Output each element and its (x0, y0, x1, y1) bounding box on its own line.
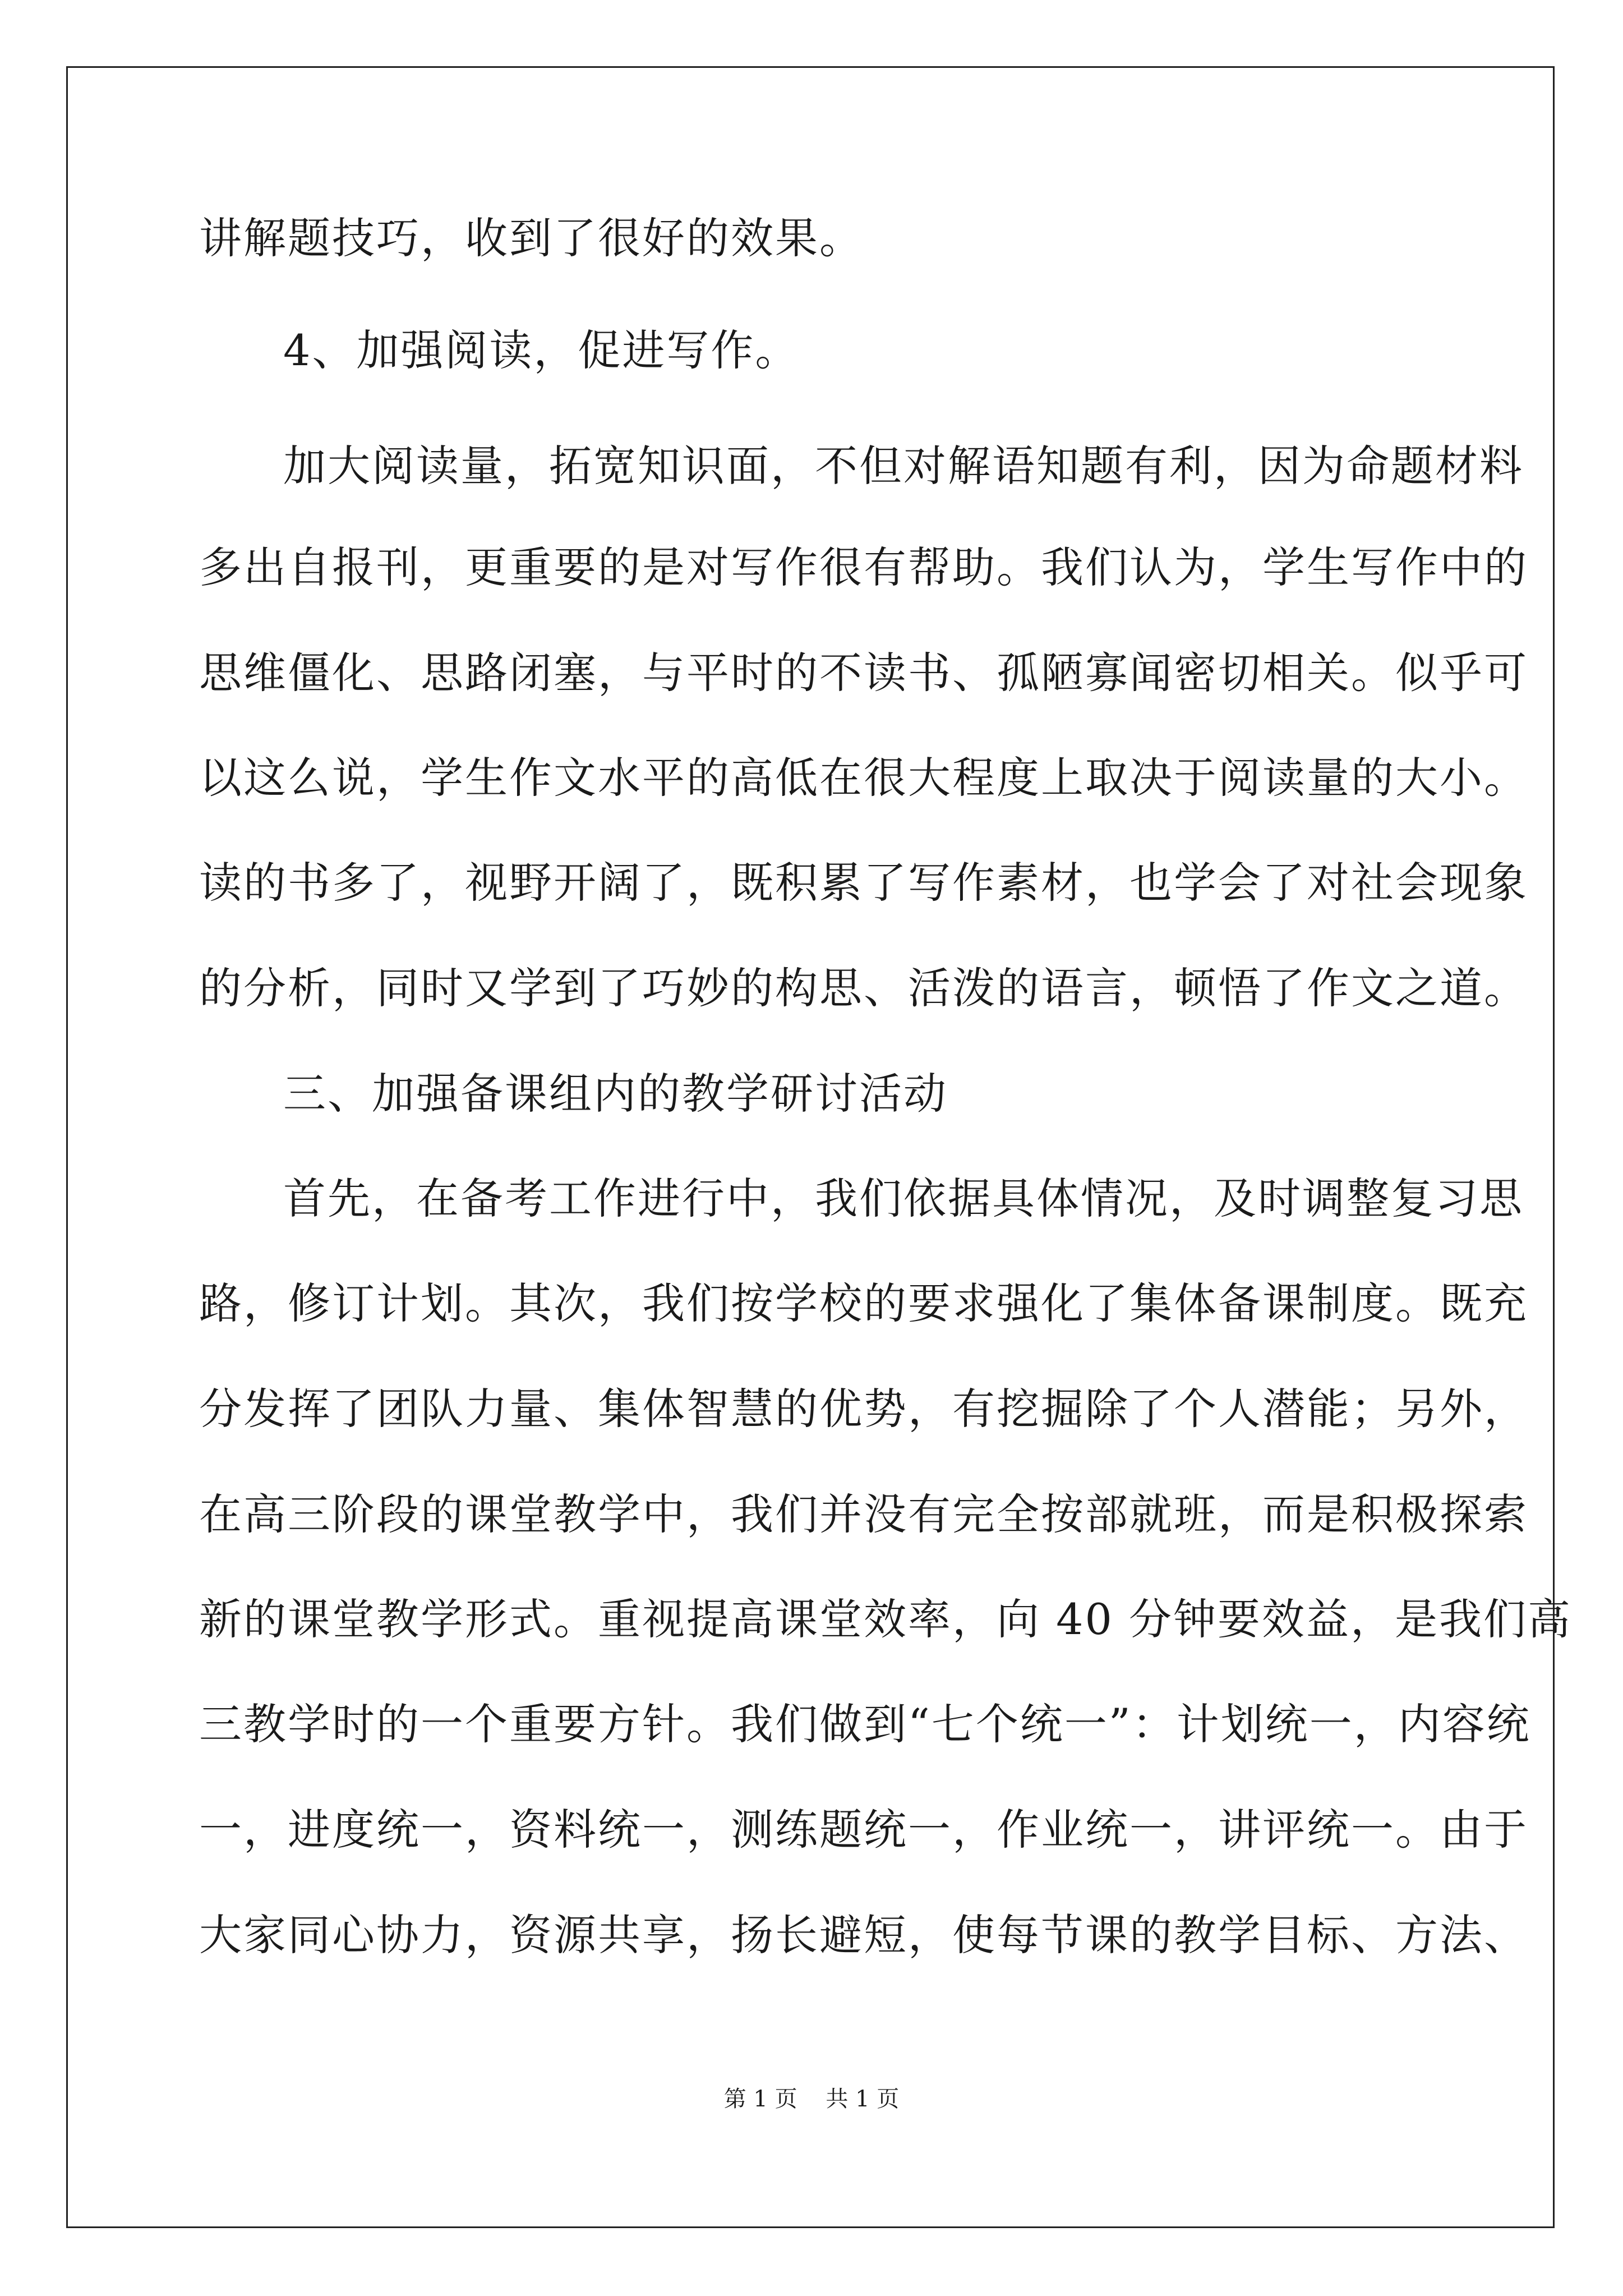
text-line: 路，修订计划。其次，我们按学校的要求强化了集体备课制度。既充 (199, 1278, 1528, 1328)
page-footer: 第 1 页 共 1 页 (723, 2086, 900, 2112)
text-line: 多出自报刊，更重要的是对写作很有帮助。我们认为，学生写作中的 (199, 542, 1528, 592)
text-line: 大家同心协力，资源共享，扬长避短，使每节课的教学目标、方法、 (199, 1910, 1528, 1960)
text-line: 新的课堂教学形式。重视提高课堂效率，向 40 分钟要效益，是我们高 (199, 1594, 1573, 1644)
text-line: 首先，在备考工作进行中，我们依据具体情况，及时调整复习思 (283, 1174, 1524, 1223)
text-line: 分发挥了团队力量、集体智慧的优势，有挖掘除了个人潜能；另外， (199, 1384, 1528, 1434)
text-line: 一，进度统一，资料统一，测练题统一，作业统一，讲评统一。由于 (199, 1805, 1528, 1855)
page-border (66, 66, 1555, 2228)
text-line: 三教学时的一个重要方针。我们做到“七个统一”：计划统一，内容统 (199, 1699, 1531, 1749)
text-line: 思维僵化、思路闭塞，与平时的不读书、孤陋寡闻密切相关。似乎可 (199, 648, 1528, 698)
text-line: 讲解题技巧，收到了很好的效果。 (199, 213, 864, 263)
text-line: 在高三阶段的课堂教学中，我们并没有完全按部就班，而是积极探索 (199, 1489, 1528, 1539)
text-line: 读的书多了，视野开阔了，既积累了写作素材，也学会了对社会现象 (199, 858, 1528, 908)
section-heading: 4、加强阅读，促进写作。 (283, 325, 800, 375)
text-line: 的分析，同时又学到了巧妙的构思、活泼的语言，顿悟了作文之道。 (199, 963, 1528, 1013)
text-line: 加大阅读量，拓宽知识面，不但对解语知题有利，因为命题材料 (283, 441, 1524, 491)
section-heading: 三、加强备课组内的教学研讨活动 (283, 1069, 948, 1119)
text-line: 以这么说，学生作文水平的高低在很大程度上取决于阅读量的大小。 (199, 753, 1528, 803)
